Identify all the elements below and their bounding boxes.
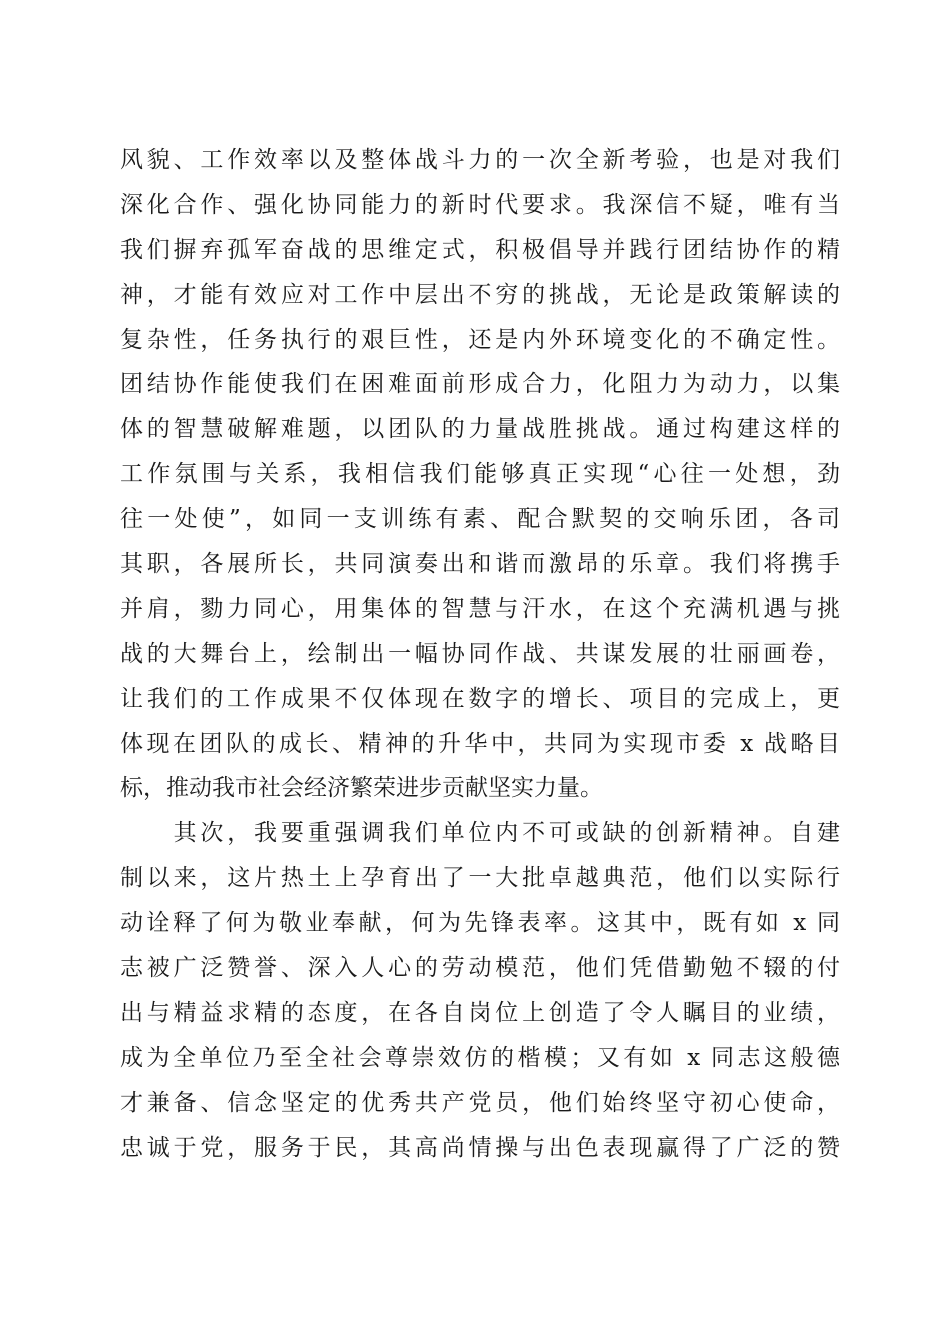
- text-line: 体现在团队的成长、精神的升华中，共同为实现市委 x 战略目: [120, 730, 840, 757]
- text-line: 志被广泛赞誉、深入人心的劳动模范，他们凭借勤勉不辍的付: [120, 955, 840, 982]
- text-line: 工作氛围与关系，我相信我们能够真正实现“心往一处想，劲: [120, 461, 840, 488]
- paragraph-end-line: 标，推动我市社会经济繁荣进步贡献坚实力量。: [120, 775, 603, 802]
- text-line: 成为全单位乃至全社会尊崇效仿的楷模；又有如 x 同志这般德: [120, 1044, 840, 1071]
- text-line: 才兼备、信念坚定的优秀共产党员，他们始终坚守初心使命，: [120, 1089, 840, 1116]
- text-line: 复杂性，任务执行的艰巨性，还是内外环境变化的不确定性。: [120, 326, 840, 353]
- text-line: 深化合作、强化协同能力的新时代要求。我深信不疑，唯有当: [120, 191, 840, 218]
- text-line: 其职，各展所长，共同演奏出和谐而激昂的乐章。我们将携手: [120, 551, 840, 578]
- text-line: 动诠释了何为敬业奉献，何为先锋表率。这其中，既有如 x 同: [120, 910, 840, 937]
- text-line: 团结协作能使我们在困难面前形成合力，化阻力为动力，以集: [120, 371, 840, 398]
- text-line: 制以来，这片热土上孕育出了一大批卓越典范，他们以实际行: [120, 865, 840, 892]
- text-line: 让我们的工作成果不仅体现在数字的增长、项目的完成上，更: [120, 685, 840, 712]
- body-text: [120, 138, 840, 1170]
- text-line: 并肩，勠力同心，用集体的智慧与汗水，在这个充满机遇与挑: [120, 595, 840, 622]
- text-line: 往一处使”，如同一支训练有素、配合默契的交响乐团，各司: [120, 506, 840, 533]
- text-line: 出与精益求精的态度，在各自岗位上创造了令人瞩目的业绩，: [120, 999, 840, 1026]
- text-line: 我们摒弃孤军奋战的思维定式，积极倡导并践行团结协作的精: [120, 236, 840, 263]
- paragraph-start-line: 其次，我要重强调我们单位内不可或缺的创新精神。自建: [120, 820, 840, 847]
- text-line: 忠诚于党，服务于民，其高尚情操与出色表现赢得了广泛的赞: [120, 1134, 840, 1161]
- text-line: 神，才能有效应对工作中层出不穷的挑战，无论是政策解读的: [120, 281, 840, 308]
- text-line: 体的智慧破解难题，以团队的力量战胜挑战。通过构建这样的: [120, 416, 840, 443]
- text-line: 风貌、工作效率以及整体战斗力的一次全新考验，也是对我们: [120, 147, 840, 173]
- text-line: 战的大舞台上，绘制出一幅协同作战、共谋发展的壮丽画卷，: [120, 640, 840, 667]
